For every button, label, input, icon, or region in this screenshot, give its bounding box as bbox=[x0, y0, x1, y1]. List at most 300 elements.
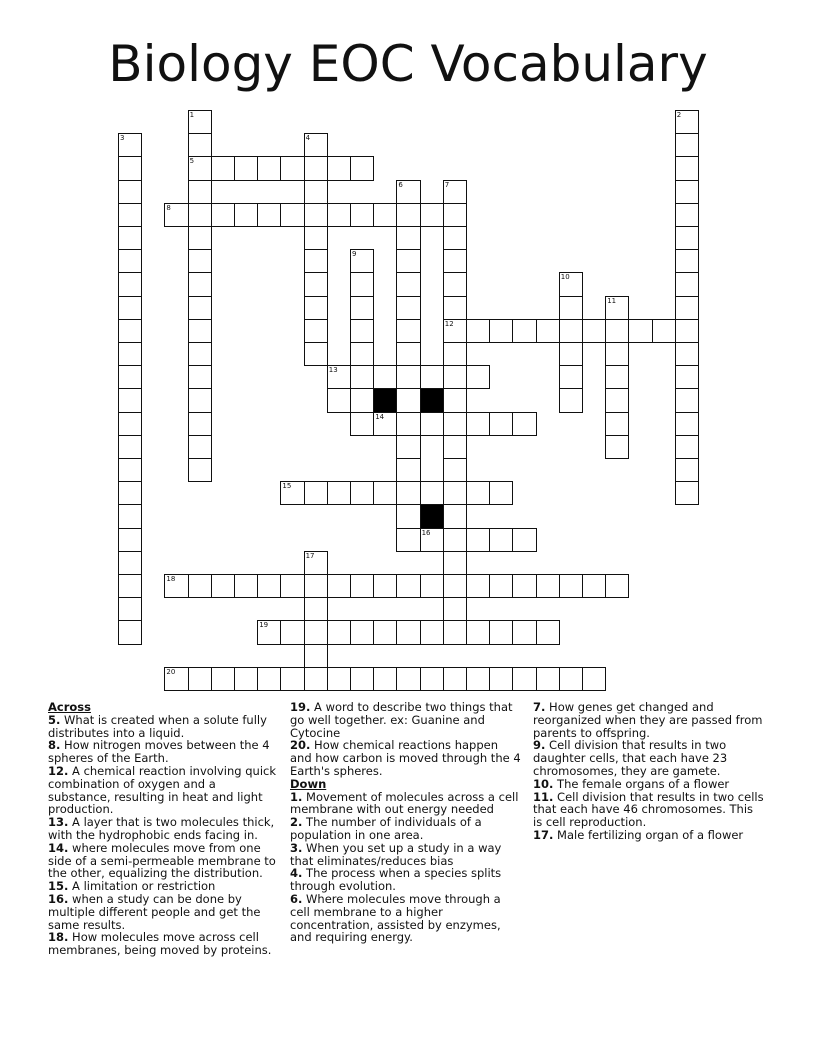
crossword-cell[interactable] bbox=[350, 296, 374, 320]
crossword-cell[interactable] bbox=[489, 319, 513, 343]
crossword-cell[interactable] bbox=[188, 133, 212, 157]
crossword-cell[interactable] bbox=[396, 504, 420, 528]
cell-number: 1 bbox=[189, 111, 195, 119]
crossword-cell[interactable] bbox=[304, 342, 328, 366]
crossword-cell[interactable] bbox=[396, 435, 420, 459]
crossword-cell[interactable] bbox=[118, 180, 142, 204]
crossword-cell[interactable] bbox=[396, 296, 420, 320]
crossword-cell[interactable] bbox=[188, 203, 212, 227]
cell-number: 19 bbox=[259, 621, 269, 630]
crossword-cell[interactable] bbox=[420, 203, 444, 227]
cell-number: 13 bbox=[328, 366, 338, 375]
crossword-cell[interactable] bbox=[443, 319, 467, 343]
crossword-cell[interactable] bbox=[350, 667, 374, 691]
crossword-cell[interactable] bbox=[396, 180, 420, 204]
crossword-cell[interactable] bbox=[628, 319, 652, 343]
clue-number: 16 bbox=[48, 891, 65, 906]
crossword-cell[interactable] bbox=[443, 296, 467, 320]
crossword-cell[interactable] bbox=[373, 365, 397, 389]
crossword-cell[interactable] bbox=[605, 365, 629, 389]
crossword-cell[interactable] bbox=[304, 551, 328, 575]
crossword-cell[interactable] bbox=[675, 481, 699, 505]
crossword-cell[interactable] bbox=[489, 412, 513, 436]
clue-number: 8 bbox=[48, 738, 57, 753]
crossword-cell[interactable] bbox=[675, 156, 699, 180]
crossword-cell[interactable] bbox=[466, 528, 490, 552]
clue-text: The number of individuals of a population in one area. bbox=[290, 815, 482, 842]
crossword-cell[interactable] bbox=[118, 388, 142, 412]
crossword-cell[interactable] bbox=[675, 249, 699, 273]
crossword-cell[interactable] bbox=[675, 388, 699, 412]
crossword-cell[interactable] bbox=[211, 156, 235, 180]
crossword-cell[interactable] bbox=[466, 574, 490, 598]
crossword-cell[interactable] bbox=[188, 249, 212, 273]
crossword-cell[interactable] bbox=[582, 574, 606, 598]
clue-down-1: 1. Movement of molecules across a cell membrane with out energy needed bbox=[290, 789, 519, 817]
crossword-cell[interactable] bbox=[605, 342, 629, 366]
crossword-cell[interactable] bbox=[350, 574, 374, 598]
crossword-cell[interactable] bbox=[536, 667, 560, 691]
clue-text: The process when a species splits through evolution. bbox=[290, 866, 502, 894]
clue-text: Male fertilizing organ of a flower bbox=[557, 827, 744, 842]
page-title: Biology EOC Vocabulary bbox=[108, 35, 708, 93]
crossword-cell[interactable] bbox=[257, 620, 281, 644]
crossword-cell[interactable] bbox=[118, 574, 142, 598]
crossword-cell[interactable] bbox=[443, 458, 467, 482]
crossword-cell[interactable] bbox=[675, 458, 699, 482]
crossword-cell[interactable] bbox=[420, 620, 444, 644]
clue-down-17: 17. Male fertilizing organ of a flower bbox=[533, 827, 744, 842]
clue-text: How genes get changed and reorganized when they are passed from parents to offspring. bbox=[533, 700, 763, 740]
crossword-cell[interactable] bbox=[443, 388, 467, 412]
crossword-cell[interactable] bbox=[512, 667, 536, 691]
clue-down-11: 11. Cell division that results in two cells that each have 46 chromosomes. This is cell reproduction. bbox=[533, 789, 764, 830]
crossword-cell[interactable] bbox=[466, 319, 490, 343]
crossword-cell[interactable] bbox=[443, 504, 467, 528]
crossword-cell[interactable] bbox=[443, 667, 467, 691]
crossword-cell[interactable] bbox=[582, 667, 606, 691]
crossword-cell[interactable] bbox=[396, 620, 420, 644]
crossword-cell[interactable] bbox=[188, 667, 212, 691]
crossword-cell[interactable] bbox=[118, 319, 142, 343]
crossword-cell[interactable] bbox=[304, 249, 328, 273]
crossword-cell[interactable] bbox=[396, 319, 420, 343]
crossword-cell[interactable] bbox=[350, 412, 374, 436]
crossword-cell[interactable] bbox=[350, 481, 374, 505]
clue-number: 11 bbox=[533, 789, 550, 804]
clue-text: Movement of molecules across a cell membrane with out energy needed bbox=[290, 789, 519, 817]
clue-number: 15 bbox=[48, 879, 65, 894]
clue-down-6: 6. Where molecules move through a cell membrane to a higher concentration, assisted by enzymes, and requiring energy. bbox=[290, 891, 501, 945]
crossword-cell[interactable] bbox=[466, 620, 490, 644]
crossword-cell[interactable] bbox=[234, 156, 258, 180]
crossword-cell[interactable] bbox=[605, 574, 629, 598]
crossword-cell[interactable] bbox=[420, 365, 444, 389]
crossword-cell[interactable] bbox=[559, 342, 583, 366]
crossword-cell[interactable] bbox=[605, 388, 629, 412]
crossword-cell[interactable] bbox=[350, 156, 374, 180]
crossword-cell[interactable] bbox=[536, 574, 560, 598]
clue-text: How chemical reactions happen and how carbon is moved through the 4 Earth's spheres. bbox=[290, 738, 521, 778]
crossword-cell[interactable] bbox=[420, 574, 444, 598]
crossword-cell[interactable] bbox=[489, 481, 513, 505]
clue-down-9: 9. Cell division that results in two daughter cells, that each have 23 chromosomes, they are gamete. bbox=[533, 738, 728, 778]
crossword-cell[interactable] bbox=[304, 156, 328, 180]
cell-number: 10 bbox=[560, 273, 570, 282]
crossword-cell[interactable] bbox=[373, 481, 397, 505]
crossword-cell[interactable] bbox=[396, 272, 420, 296]
cell-number: 17 bbox=[305, 551, 315, 560]
crossword-cell[interactable] bbox=[466, 365, 490, 389]
clue-text: where molecules move from one side of a semi-permeable membrane to the other, equalizing the distribution. bbox=[48, 840, 276, 881]
clue-across-13: 13. A layer that is two molecules thick, with the hydrophobic ends facing in. bbox=[48, 815, 275, 842]
clue-number: 2 bbox=[290, 815, 299, 830]
crossword-cell[interactable] bbox=[443, 435, 467, 459]
crossword-cell[interactable] bbox=[188, 574, 212, 598]
crossword-cell[interactable] bbox=[164, 203, 188, 227]
clue-text: Cell division that results in two cells that each have 46 chromosomes. This is cell reproduction. bbox=[533, 789, 764, 830]
clue-text: Cell division that results in two daughter cells, that each have 23 chromosomes, they are gamete. bbox=[533, 738, 728, 778]
clue-text: A chemical reaction involving quick combination of oxygen and a substance, resulting in heat and light production. bbox=[48, 763, 277, 817]
clue-text: when a study can be done by multiple different people and get the same results. bbox=[48, 891, 261, 932]
clue-number: 14 bbox=[48, 840, 65, 855]
crossword-cell[interactable] bbox=[350, 365, 374, 389]
crossword-cell[interactable] bbox=[512, 528, 536, 552]
crossword-cell[interactable] bbox=[234, 203, 258, 227]
crossword-cell[interactable] bbox=[327, 388, 351, 412]
crossword-cell[interactable] bbox=[188, 342, 212, 366]
crossword-cell[interactable] bbox=[396, 249, 420, 273]
crossword-cell[interactable] bbox=[304, 597, 328, 621]
clues-column-2 bbox=[290, 701, 522, 944]
crossword-cell[interactable] bbox=[443, 365, 467, 389]
cell-number: 12 bbox=[444, 319, 454, 328]
clue-across-12: 12. A chemical reaction involving quick combination of oxygen and a substance, resulting in heat and light production. bbox=[48, 763, 277, 817]
crossword-cell[interactable] bbox=[443, 249, 467, 273]
cell-number: 5 bbox=[189, 157, 195, 166]
crossword-cell[interactable] bbox=[118, 620, 142, 644]
crossword-cell[interactable] bbox=[466, 667, 490, 691]
crossword-cell[interactable] bbox=[373, 203, 397, 227]
crossword-cell[interactable] bbox=[118, 435, 142, 459]
crossword-cell[interactable] bbox=[373, 574, 397, 598]
crossword-cell[interactable] bbox=[118, 412, 142, 436]
crossword-cell[interactable] bbox=[373, 667, 397, 691]
crossword-cell[interactable] bbox=[512, 574, 536, 598]
crossword-cell[interactable] bbox=[489, 620, 513, 644]
crossword-cell[interactable] bbox=[420, 667, 444, 691]
clue-number: 1 bbox=[290, 789, 299, 804]
crossword-cell[interactable] bbox=[536, 319, 560, 343]
crossword-cell[interactable] bbox=[350, 203, 374, 227]
crossword-cell[interactable] bbox=[350, 249, 374, 273]
crossword-cell[interactable] bbox=[652, 319, 676, 343]
crossword-cell[interactable] bbox=[675, 133, 699, 157]
crossword-cell[interactable] bbox=[304, 133, 328, 157]
clue-text: A layer that is two molecules thick, with the hydrophobic ends facing in. bbox=[48, 815, 275, 842]
crossword-cell[interactable] bbox=[443, 574, 467, 598]
crossword-cell[interactable] bbox=[257, 203, 281, 227]
crossword-cell[interactable] bbox=[605, 412, 629, 436]
crossword-cell[interactable] bbox=[466, 412, 490, 436]
crossword-cell[interactable] bbox=[396, 574, 420, 598]
crossword-cell[interactable] bbox=[443, 597, 467, 621]
crossword-cell[interactable] bbox=[489, 574, 513, 598]
crossword-cell[interactable] bbox=[211, 203, 235, 227]
crossword-cell[interactable] bbox=[396, 412, 420, 436]
crossword-cell[interactable] bbox=[420, 481, 444, 505]
crossword-cell[interactable] bbox=[188, 226, 212, 250]
crossword-cell[interactable] bbox=[675, 272, 699, 296]
crossword-cell[interactable] bbox=[605, 319, 629, 343]
crossword-cell[interactable] bbox=[396, 458, 420, 482]
crossword-cell[interactable] bbox=[188, 180, 212, 204]
crossword-cell[interactable] bbox=[118, 249, 142, 273]
crossword-cell[interactable] bbox=[443, 272, 467, 296]
crossword-cell[interactable] bbox=[675, 296, 699, 320]
clue-number: 3 bbox=[290, 840, 299, 855]
crossword-cell[interactable] bbox=[396, 388, 420, 412]
crossword-cell[interactable] bbox=[304, 620, 328, 644]
crossword-cell[interactable] bbox=[443, 226, 467, 250]
crossword-cell[interactable] bbox=[211, 667, 235, 691]
across-heading: Across bbox=[48, 700, 91, 714]
cell-number: 14 bbox=[375, 412, 385, 421]
crossword-cell[interactable] bbox=[118, 226, 142, 250]
crossword-cell[interactable] bbox=[118, 342, 142, 366]
crossword-cell[interactable] bbox=[512, 412, 536, 436]
crossword-cell[interactable] bbox=[675, 365, 699, 389]
crossword-cell[interactable] bbox=[257, 156, 281, 180]
crossword-cell[interactable] bbox=[327, 156, 351, 180]
crossword-cell[interactable] bbox=[188, 435, 212, 459]
crossword-cell[interactable] bbox=[118, 203, 142, 227]
cell-number: 8 bbox=[166, 203, 171, 212]
clue-number: 13 bbox=[48, 815, 65, 830]
cell-number: 18 bbox=[166, 575, 176, 583]
crossword-cell[interactable] bbox=[188, 272, 212, 296]
clue-number: 9 bbox=[533, 738, 542, 753]
crossword-cell[interactable] bbox=[280, 481, 304, 505]
crossword-cell[interactable] bbox=[559, 272, 583, 296]
clue-across-15: 15. A limitation or restriction bbox=[48, 879, 216, 894]
cell-number: 20 bbox=[166, 667, 176, 676]
clue-text: A limitation or restriction bbox=[72, 879, 216, 894]
crossword-block bbox=[373, 388, 397, 412]
crossword-cell[interactable] bbox=[675, 412, 699, 436]
crossword-cell[interactable] bbox=[675, 226, 699, 250]
crossword-cell[interactable] bbox=[327, 620, 351, 644]
crossword-cell[interactable] bbox=[396, 226, 420, 250]
clue-text: How molecules move across cell membranes, being moved by proteins. bbox=[48, 930, 272, 958]
cell-number: 4 bbox=[305, 134, 311, 143]
crossword-cell[interactable] bbox=[118, 551, 142, 575]
clue-down-3: 3. When you set up a study in a way that eliminates/reduces bias bbox=[290, 840, 502, 868]
crossword-cell[interactable] bbox=[304, 296, 328, 320]
clue-across-5: 5. What is created when a solute fully distributes into a liquid. bbox=[48, 712, 267, 740]
crossword-cell[interactable] bbox=[118, 296, 142, 320]
crossword-cell[interactable] bbox=[280, 667, 304, 691]
crossword-cell[interactable] bbox=[188, 458, 212, 482]
crossword-cell[interactable] bbox=[350, 319, 374, 343]
crossword-cell[interactable] bbox=[605, 435, 629, 459]
crossword-cell[interactable] bbox=[304, 644, 328, 668]
crossword-cell[interactable] bbox=[304, 180, 328, 204]
crossword-block bbox=[420, 388, 444, 412]
crossword-cell[interactable] bbox=[396, 203, 420, 227]
clue-number: 20 bbox=[290, 738, 307, 753]
clue-text: What is created when a solute fully distributes into a liquid. bbox=[48, 712, 267, 740]
crossword-cell[interactable] bbox=[443, 180, 467, 204]
clue-text: Where molecules move through a cell membrane to a higher concentration, assisted by enzymes, and requiring energy. bbox=[290, 891, 501, 945]
crossword-cell[interactable] bbox=[443, 342, 467, 366]
crossword-cell[interactable] bbox=[443, 412, 467, 436]
crossword-cell[interactable] bbox=[443, 481, 467, 505]
crossword-cell[interactable] bbox=[675, 435, 699, 459]
crossword-cell[interactable] bbox=[188, 319, 212, 343]
crossword-cell[interactable] bbox=[280, 574, 304, 598]
crossword-cell[interactable] bbox=[512, 319, 536, 343]
clue-text: How nitrogen moves between the 4 spheres of the Earth. bbox=[48, 738, 270, 766]
crossword-cell[interactable] bbox=[188, 365, 212, 389]
crossword-cell[interactable] bbox=[443, 620, 467, 644]
crossword-cell[interactable] bbox=[280, 620, 304, 644]
clue-number: 4 bbox=[290, 866, 299, 881]
crossword-cell[interactable] bbox=[396, 342, 420, 366]
crossword-cell[interactable] bbox=[304, 481, 328, 505]
crossword-cell[interactable] bbox=[188, 296, 212, 320]
crossword-cell[interactable] bbox=[559, 365, 583, 389]
crossword-cell[interactable] bbox=[118, 481, 142, 505]
crossword-cell[interactable] bbox=[304, 574, 328, 598]
crossword-cell[interactable] bbox=[350, 388, 374, 412]
down-heading: Down bbox=[290, 776, 327, 791]
crossword-cell[interactable] bbox=[118, 504, 142, 528]
crossword-cell[interactable] bbox=[559, 667, 583, 691]
cell-number: 11 bbox=[607, 296, 617, 305]
crossword-cell[interactable] bbox=[559, 574, 583, 598]
clue-number: 17 bbox=[533, 827, 550, 842]
crossword-cell[interactable] bbox=[396, 667, 420, 691]
cell-number: 15 bbox=[282, 482, 292, 491]
cell-number: 9 bbox=[352, 250, 357, 259]
crossword-cell[interactable] bbox=[489, 528, 513, 552]
crossword-cell[interactable] bbox=[350, 620, 374, 644]
crossword-cell[interactable] bbox=[327, 365, 351, 389]
crossword-cell[interactable] bbox=[396, 365, 420, 389]
crossword-cell[interactable] bbox=[582, 319, 606, 343]
crossword-cell[interactable] bbox=[675, 319, 699, 343]
crossword-cell[interactable] bbox=[420, 528, 444, 552]
clue-number: 5 bbox=[48, 712, 57, 727]
crossword-cell[interactable] bbox=[118, 133, 142, 157]
clue-down-10: 10. The female organs of a flower bbox=[533, 776, 730, 791]
crossword-cell[interactable] bbox=[675, 180, 699, 204]
cell-number: 7 bbox=[444, 180, 450, 189]
crossword-cell[interactable] bbox=[164, 667, 188, 691]
clue-number: 10 bbox=[533, 776, 550, 791]
crossword-cell[interactable] bbox=[280, 203, 304, 227]
crossword-cell[interactable] bbox=[211, 574, 235, 598]
crossword-cell[interactable] bbox=[489, 667, 513, 691]
clues-column-1 bbox=[48, 701, 280, 957]
crossword-cell[interactable] bbox=[188, 412, 212, 436]
crossword-cell[interactable] bbox=[536, 620, 560, 644]
crossword-cell[interactable] bbox=[327, 667, 351, 691]
crossword-cell[interactable] bbox=[443, 528, 467, 552]
crossword-cell[interactable] bbox=[675, 110, 699, 134]
crossword-cell[interactable] bbox=[605, 296, 629, 320]
clue-across-8: 8. How nitrogen moves between the 4 spheres of the Earth. bbox=[48, 738, 270, 766]
crossword-cell[interactable] bbox=[559, 296, 583, 320]
crossword-cell[interactable] bbox=[118, 458, 142, 482]
crossword-cell[interactable] bbox=[257, 574, 281, 598]
crossword-cell[interactable] bbox=[304, 667, 328, 691]
clue-across-16: 16. when a study can be done by multiple different people and get the same results. bbox=[48, 891, 261, 932]
crossword-cell[interactable] bbox=[443, 551, 467, 575]
crossword-cell[interactable] bbox=[118, 597, 142, 621]
clue-text: The female organs of a flower bbox=[557, 776, 730, 791]
crossword-cell[interactable] bbox=[327, 203, 351, 227]
crossword-cell[interactable] bbox=[118, 528, 142, 552]
clue-across-18: 18. How molecules move across cell membranes, being moved by proteins. bbox=[48, 930, 272, 958]
clue-down-2: 2. The number of individuals of a population in one area. bbox=[290, 815, 482, 842]
crossword-cell[interactable] bbox=[373, 620, 397, 644]
crossword-cell[interactable] bbox=[675, 203, 699, 227]
clue-down-7: 7. How genes get changed and reorganized when they are passed from parents to offspring. bbox=[533, 700, 763, 740]
cell-number: 6 bbox=[398, 180, 403, 189]
crossword-cell[interactable] bbox=[118, 365, 142, 389]
crossword-cell[interactable] bbox=[188, 110, 212, 134]
crossword-cell[interactable] bbox=[396, 528, 420, 552]
clue-number: 12 bbox=[48, 763, 65, 778]
clue-text: When you set up a study in a way that eliminates/reduces bias bbox=[290, 840, 502, 868]
crossword-cell[interactable] bbox=[350, 272, 374, 296]
crossword-cell[interactable] bbox=[257, 667, 281, 691]
crossword-cell[interactable] bbox=[559, 388, 583, 412]
cell-number: 3 bbox=[120, 134, 125, 143]
crossword-cell[interactable] bbox=[420, 412, 444, 436]
crossword-cell[interactable] bbox=[304, 203, 328, 227]
crossword-cell[interactable] bbox=[327, 574, 351, 598]
crossword-cell[interactable] bbox=[118, 272, 142, 296]
crossword-cell[interactable] bbox=[675, 342, 699, 366]
clue-text: A word to describe two things that go well together. ex: Guanine and Cytocine bbox=[290, 700, 513, 740]
crossword-cell[interactable] bbox=[396, 481, 420, 505]
crossword-cell[interactable] bbox=[188, 388, 212, 412]
crossword-cell[interactable] bbox=[188, 156, 212, 180]
crossword-cell[interactable] bbox=[327, 481, 351, 505]
crossword-cell[interactable] bbox=[512, 620, 536, 644]
crossword-block bbox=[420, 504, 444, 528]
clue-number: 7 bbox=[533, 700, 542, 714]
crossword-cell[interactable] bbox=[466, 481, 490, 505]
crossword-cell[interactable] bbox=[373, 412, 397, 436]
crossword-cell[interactable] bbox=[234, 667, 258, 691]
cell-number: 16 bbox=[421, 528, 431, 537]
crossword-cell[interactable] bbox=[559, 319, 583, 343]
crossword-cell[interactable] bbox=[304, 272, 328, 296]
crossword-cell[interactable] bbox=[304, 226, 328, 250]
crossword-cell[interactable] bbox=[118, 156, 142, 180]
crossword-cell[interactable] bbox=[350, 342, 374, 366]
crossword-cell[interactable] bbox=[280, 156, 304, 180]
cell-number: 2 bbox=[676, 111, 682, 119]
crossword-cell[interactable] bbox=[234, 574, 258, 598]
crossword-cell[interactable] bbox=[443, 203, 467, 227]
crossword-cell[interactable] bbox=[304, 319, 328, 343]
crossword-cell[interactable] bbox=[164, 574, 188, 598]
